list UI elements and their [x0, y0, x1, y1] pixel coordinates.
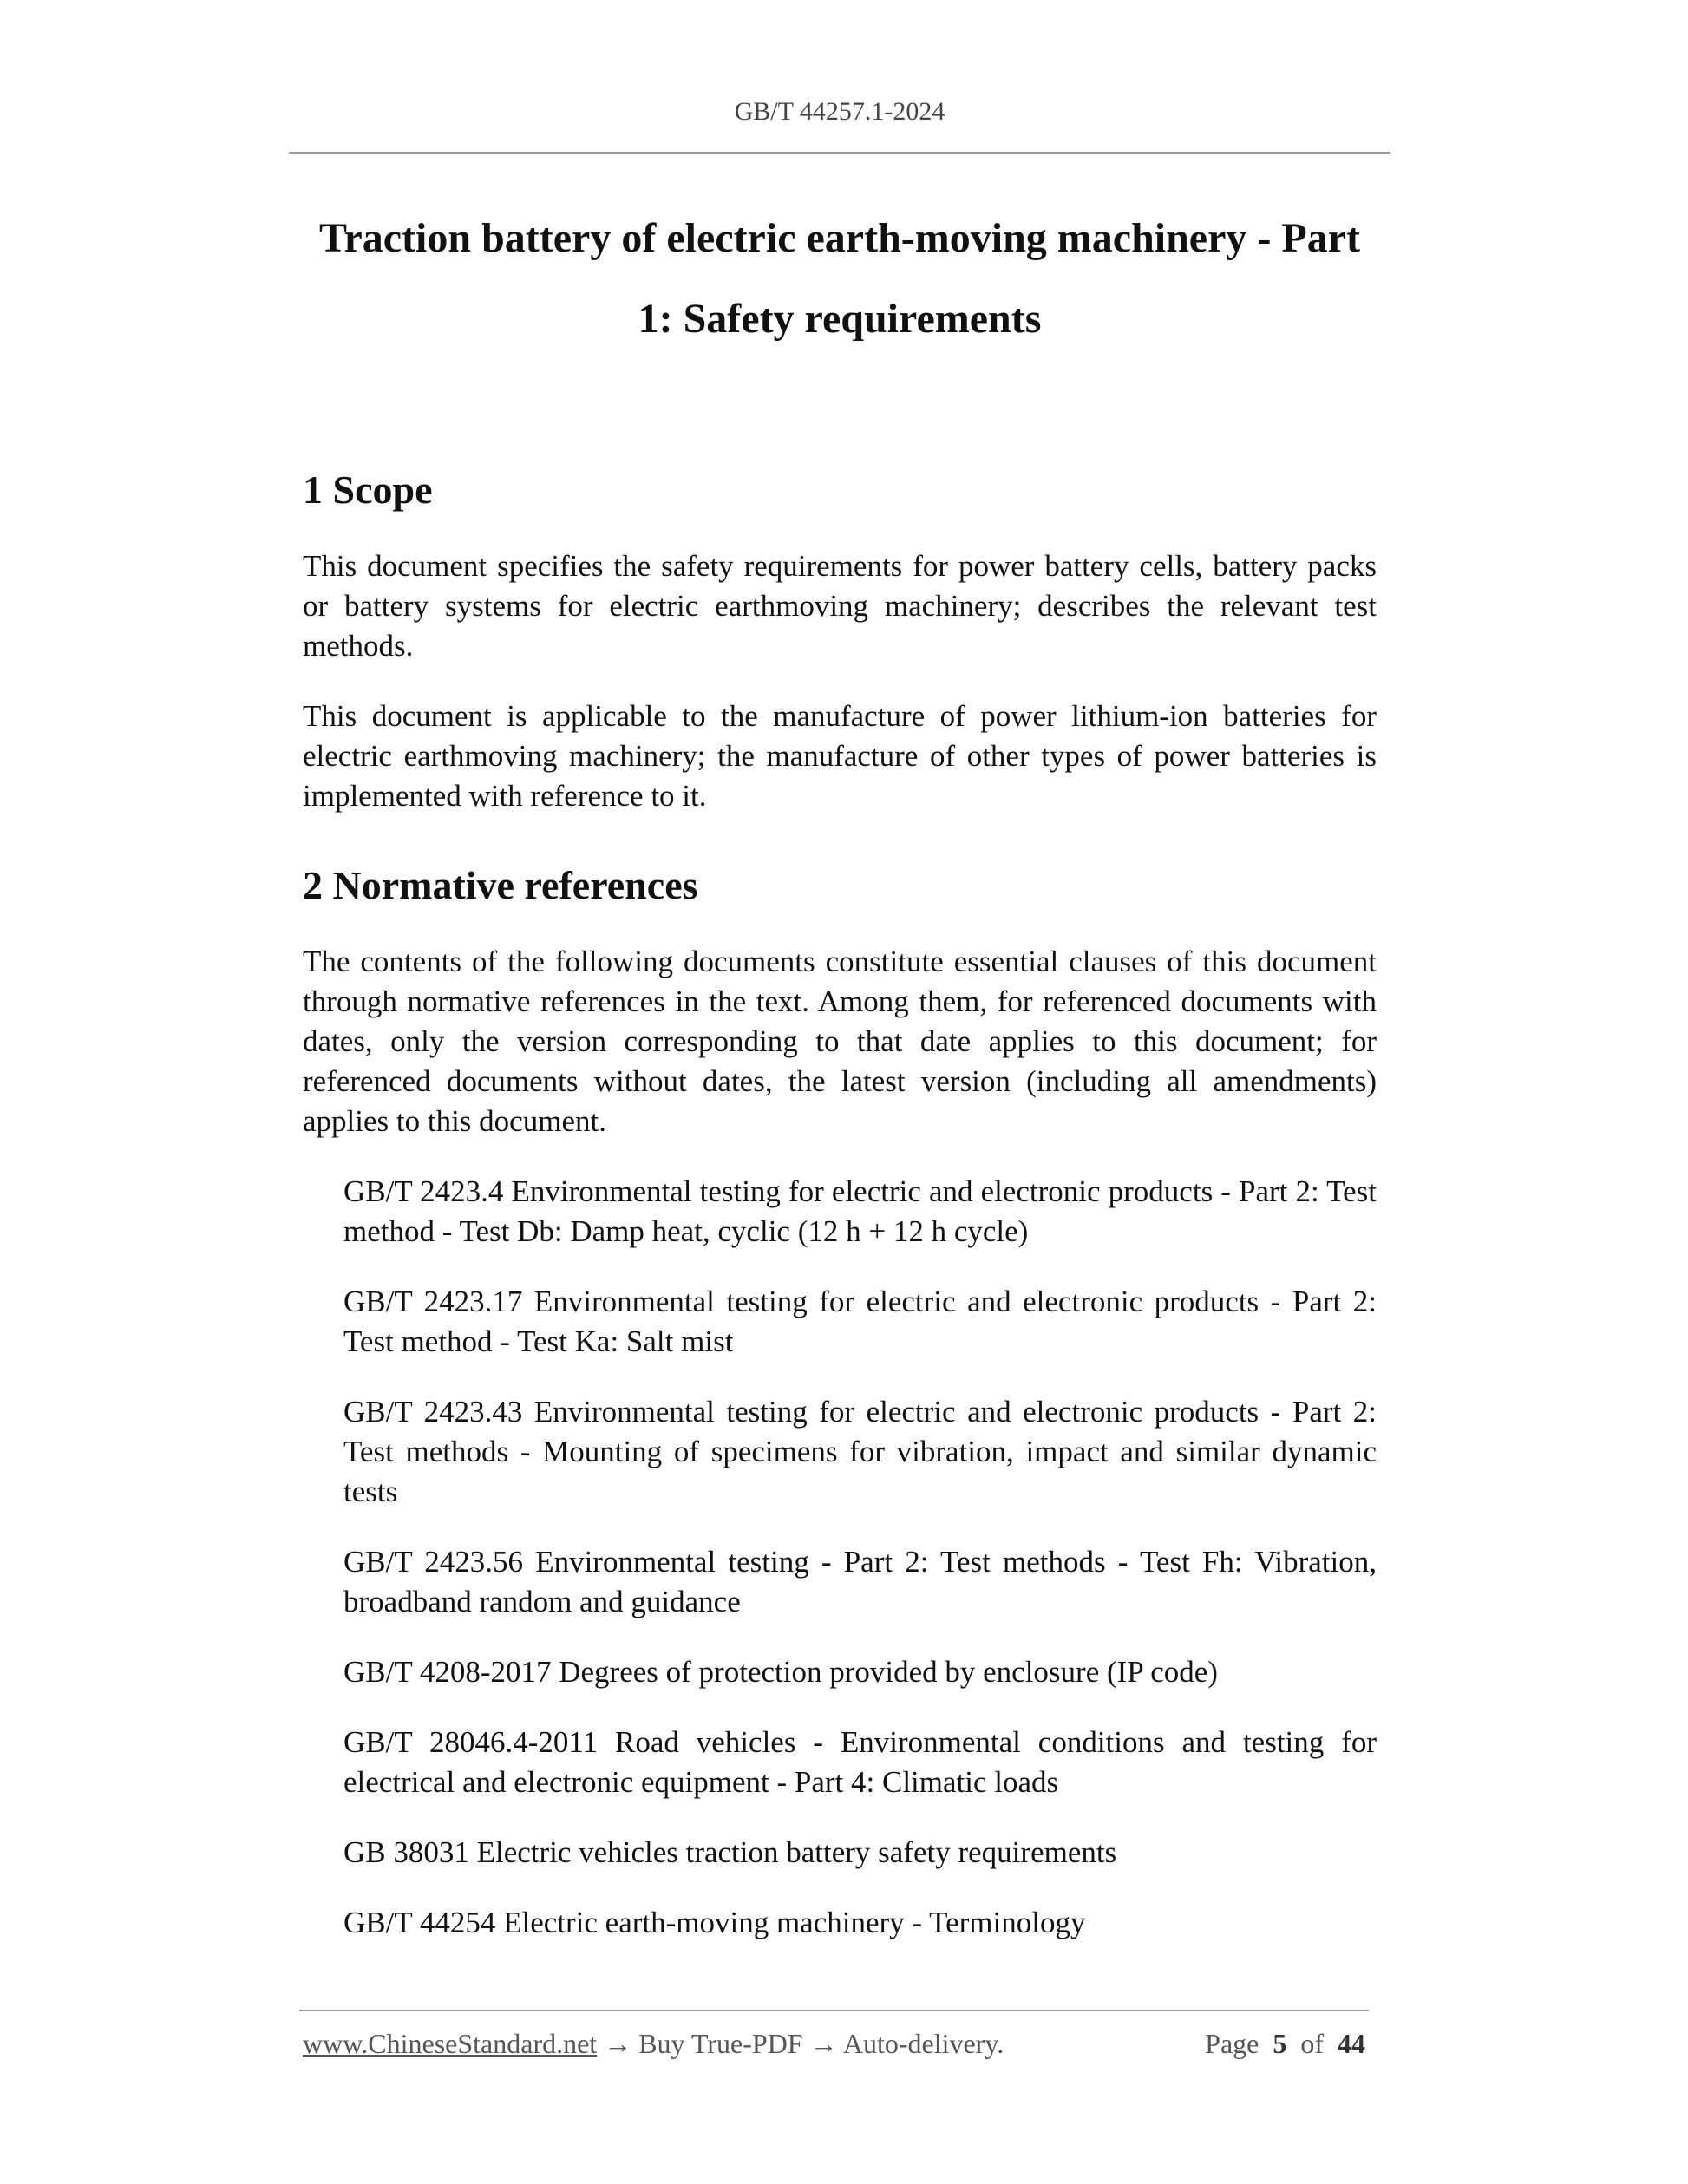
scope-paragraph-1: This document specifies the safety requirements for power battery cells, battery packs or battery systems for electric earthmoving machinery; describes the relevant test methods.: [303, 549, 1377, 663]
page-of-label: of: [1300, 2028, 1324, 2059]
page-label: Page: [1205, 2028, 1259, 2059]
reference-item: GB/T 2423.56 Environmental testing - Part 2: Test methods - Test Fh: Vibration, broadband random and guidance: [343, 1545, 1377, 1618]
normative-references-intro: The contents of the following documents constitute essential clauses of this document through normative references in the text. Among them, for referenced documents with dates, only the version corresponding to that date applies to this document; for referenced documents without dates, the latest version (including all amendments) applies to this document.: [303, 945, 1377, 1138]
scope-paragraph-2: This document is applicable to the manufacture of power lithium-ion batteries for electric earthmoving machinery; the manufacture of other types of power batteries is implemented with reference to it.: [303, 699, 1377, 813]
reference-item: GB/T 44254 Electric earth-moving machinery - Terminology: [343, 1906, 1086, 1939]
section-heading-normative-references: 2 Normative references: [303, 863, 698, 907]
document-title-line-2: 1: Safety requirements: [638, 296, 1042, 342]
footer-divider: [299, 2010, 1369, 2011]
reference-item: GB 38031 Electric vehicles traction battery safety requirements: [343, 1835, 1117, 1869]
reference-list: [303, 1172, 1377, 1943]
reference-item: GB/T 28046.4-2011 Road vehicles - Environmental conditions and testing for electrical and electronic equipment - Part 4: Climatic loads: [343, 1725, 1377, 1799]
section-heading-scope: 1 Scope: [303, 468, 433, 512]
reference-item: GB/T 2423.17 Environmental testing for electric and electronic products - Part 2: Test method - Test Ka: Salt mist: [343, 1285, 1377, 1358]
footer-promo: [303, 2028, 1004, 2060]
page-footer: [303, 2028, 1365, 2068]
page-number: [1205, 2028, 1365, 2060]
document-title-line-1: Traction battery of electric earth-moving machinery - Part: [318, 215, 1361, 261]
document-title: [289, 198, 1390, 359]
page-content: [303, 455, 1377, 1973]
reference-item: GB/T 4208-2017 Degrees of protection provided by enclosure (IP code): [343, 1655, 1218, 1689]
running-header: GB/T 44257.1-2024: [734, 97, 945, 126]
reference-item: GB/T 2423.4 Environmental testing for electric and electronic products - Part 2: Test method - Test Db: Damp heat, cyclic (12 h + 12 h cycle): [343, 1174, 1377, 1248]
page-total: 44: [1338, 2028, 1365, 2059]
footer-buy-text: → Buy True-PDF → Auto-delivery.: [604, 2028, 1004, 2059]
reference-item: GB/T 2423.43 Environmental testing for electric and electronic products - Part 2: Test methods - Mounting of specimens for vibration, impact and similar dynamic tests: [343, 1395, 1377, 1508]
page-current: 5: [1273, 2028, 1287, 2059]
header-divider: [289, 152, 1390, 154]
chinesestandard-link[interactable]: www.ChineseStandard.net: [303, 2028, 598, 2059]
